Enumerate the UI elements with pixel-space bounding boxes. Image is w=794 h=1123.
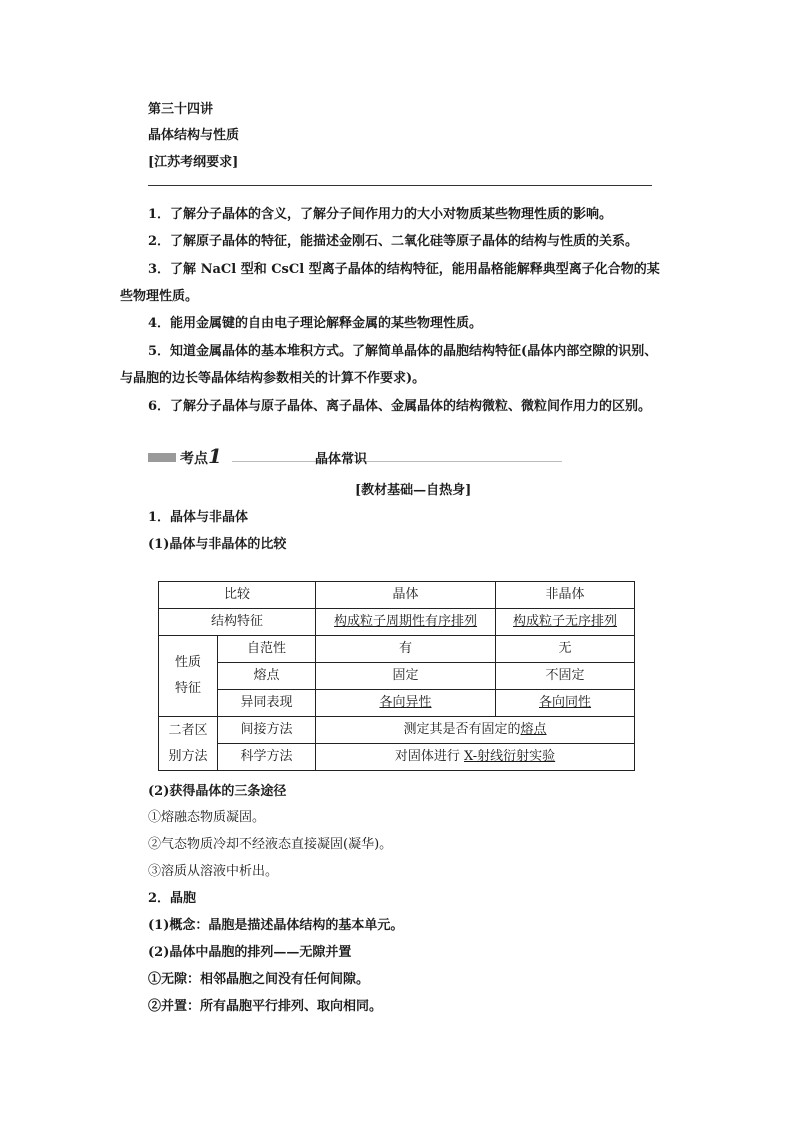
objective-2: 2．了解原子晶体的特征，能描述金刚石、二氧化硅等原子晶体的结构与性质的关系。 — [148, 234, 639, 249]
struct-crystal: 构成粒子周期性有序排列 — [316, 609, 496, 636]
path-1: ①熔融态物质凝固。 — [148, 810, 266, 825]
table-row — [159, 609, 635, 636]
property-group — [159, 636, 218, 717]
kaodian-number: 1 — [208, 444, 222, 468]
table-row — [159, 582, 635, 609]
objective-5-cont: 与晶胞的边长等晶体结构参数相关的计算不作要求)。 — [120, 371, 426, 386]
table-row — [159, 663, 635, 690]
melting-crystal: 固定 — [316, 663, 496, 690]
path-3: ③溶质从溶液中析出。 — [148, 864, 279, 879]
kaodian-title: 晶体常识 — [315, 452, 368, 467]
indirect-value-text: 测定其是否有固定的 — [403, 722, 521, 737]
path-2: ②气态物质冷却不经液态直接凝固(凝华)。 — [148, 837, 393, 852]
section-2-title: 2．晶胞 — [148, 891, 197, 906]
lecture-topic: 晶体结构与性质 — [148, 128, 240, 143]
isotropy-crystal: 各向异性 — [316, 690, 496, 717]
kaodian-marker — [148, 453, 176, 462]
header-divider — [148, 185, 652, 186]
section-1-1-title: (1)晶体与非晶体的比较 — [148, 537, 287, 552]
header-crystal: 晶体 — [316, 582, 496, 609]
objective-5: 5．知道金属晶体的基本堆积方式。了解简单晶体的晶胞结构特征(晶体内部空隙的识别、 — [148, 344, 658, 359]
requirements-heading: [江苏考纲要求] — [148, 155, 239, 170]
lecture-number: 第三十四讲 — [148, 102, 214, 117]
indirect-value-key: 熔点 — [520, 722, 547, 737]
kaodian-prefix: 考点 — [180, 451, 208, 467]
isotropy-label: 异同表现 — [218, 690, 316, 717]
property-group-line1: 性质 — [174, 655, 201, 670]
self-shape-crystal: 有 — [316, 636, 496, 663]
section-2-1: (1)概念：晶胞是描述晶体结构的基本单元。 — [148, 918, 404, 933]
isotropy-amorphous: 各向同性 — [496, 690, 635, 717]
section-1-2-title: (2)获得晶体的三条途径 — [148, 784, 287, 799]
comparison-table — [158, 581, 635, 771]
objective-3-cont: 些物理性质。 — [120, 289, 199, 304]
seamless-item: ①无隙：相邻晶胞之间没有任何间隙。 — [148, 972, 370, 987]
table-row — [159, 717, 635, 744]
section-1-title: 1．晶体与非晶体 — [148, 510, 249, 525]
distinguish-group-line1: 二者区 — [168, 722, 208, 738]
scientific-value-key: X-射线衍射实验 — [463, 749, 556, 764]
indirect-label: 间接方法 — [218, 717, 316, 744]
indirect-value — [316, 717, 635, 744]
self-shape-label: 自范性 — [218, 636, 316, 663]
header-amorphous: 非晶体 — [496, 582, 635, 609]
distinguish-group-line2: 别方法 — [168, 748, 208, 764]
section-2-2-title: (2)晶体中晶胞的排列——无隙并置 — [148, 945, 352, 960]
table-row — [159, 636, 635, 663]
scientific-value-text: 对固体进行 — [394, 749, 464, 764]
objective-1: 1．了解分子晶体的含义，了解分子间作用力的大小对物质某些物理性质的影响。 — [148, 207, 613, 222]
kaodian-rule — [232, 461, 562, 462]
table-row — [159, 690, 635, 717]
objective-4: 4．能用金属键的自由电子理论解释金属的某些物理性质。 — [148, 316, 483, 331]
melting-label: 熔点 — [218, 663, 316, 690]
section-tag: [教材基础—自热身] — [355, 483, 472, 498]
self-shape-amorphous: 无 — [496, 636, 635, 663]
scientific-value — [316, 744, 635, 771]
distinguish-group — [159, 717, 218, 771]
scientific-label: 科学方法 — [218, 744, 316, 771]
header-compare: 比较 — [159, 582, 316, 609]
property-group-line2: 特征 — [174, 681, 201, 696]
struct-amorphous: 构成粒子无序排列 — [496, 609, 635, 636]
table-row — [159, 744, 635, 771]
parallel-item: ②并置：所有晶胞平行排列、取向相同。 — [148, 999, 383, 1014]
struct-label: 结构特征 — [159, 609, 316, 636]
objective-3: 3．了解 NaCl 型和 CsCl 型离子晶体的结构特征，能用晶格能解释典型离子化合物的某 — [148, 262, 660, 277]
kaodian-label — [180, 444, 222, 468]
objective-6: 6．了解分子晶体与原子晶体、离子晶体、金属晶体的结构微粒、微粒间作用力的区别。 — [148, 399, 652, 414]
melting-amorphous: 不固定 — [496, 663, 635, 690]
